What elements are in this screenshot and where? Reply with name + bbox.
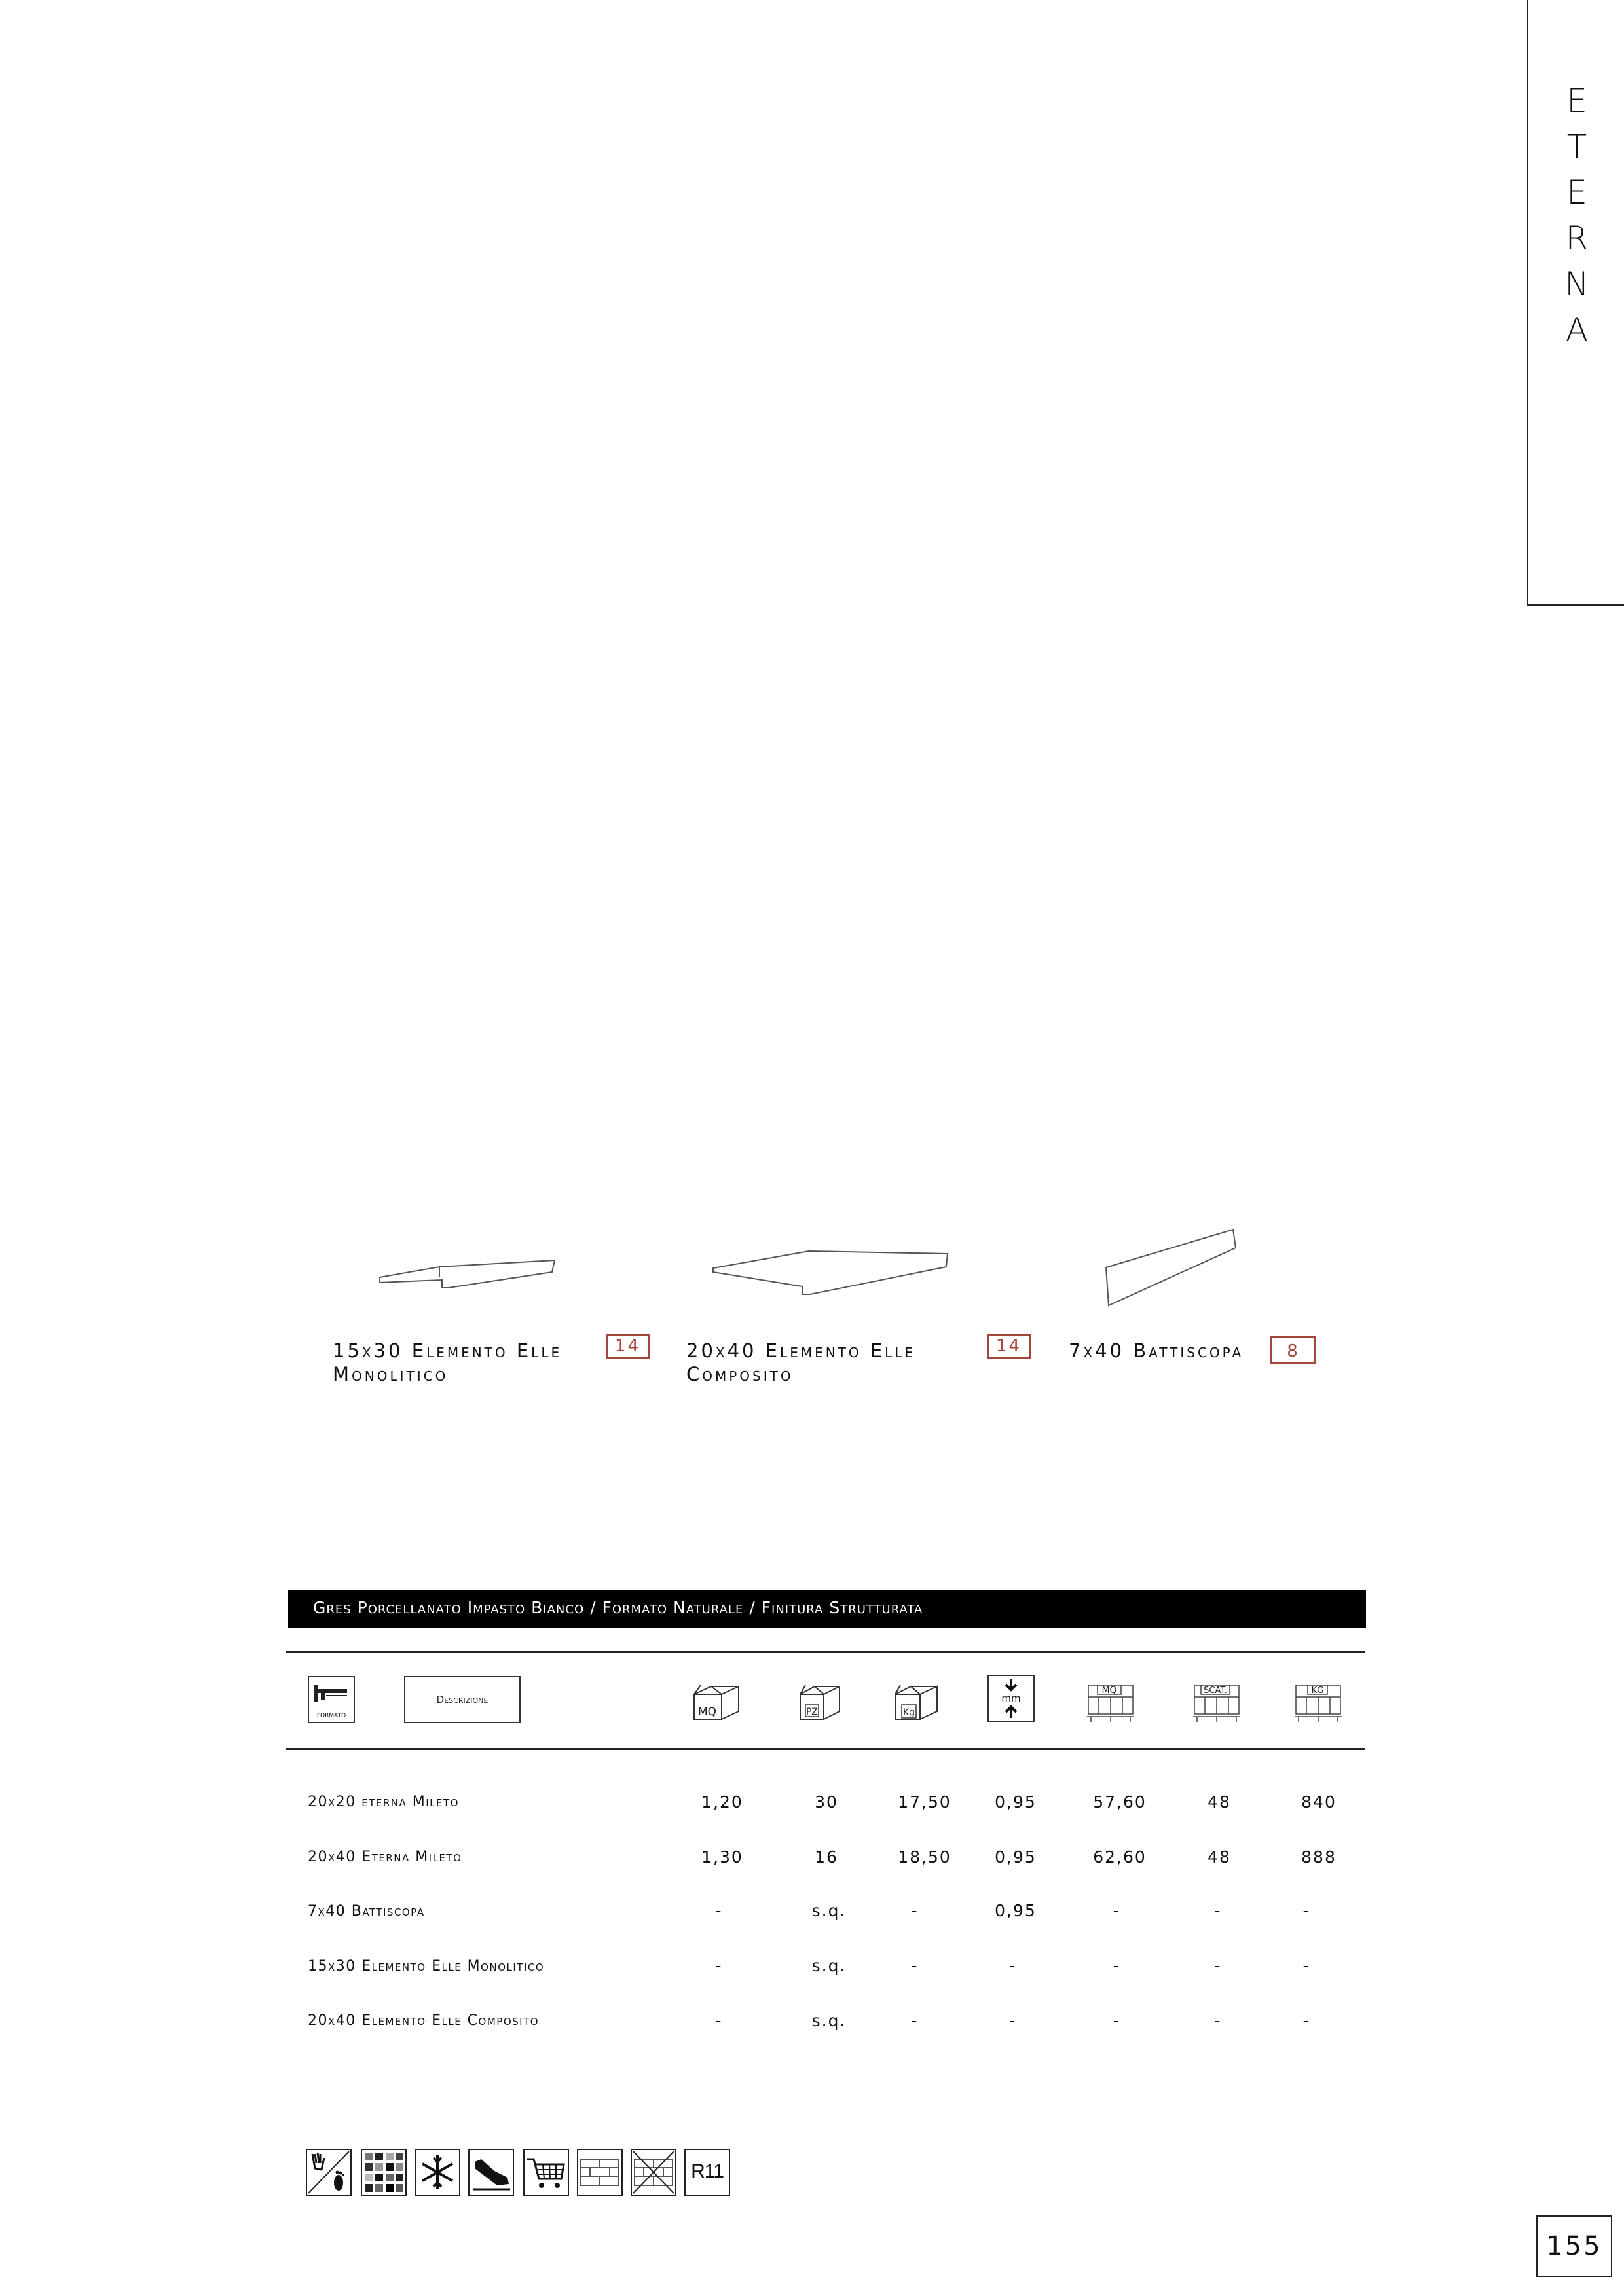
pallet-mq-label: MQ — [1101, 1685, 1117, 1696]
shopping-cart-icon — [523, 2149, 569, 2196]
product-name: 15x30 Elemento Elle — [333, 1339, 563, 1362]
cell-mq: - — [715, 2011, 723, 2030]
formato-label: FORMATO — [316, 1713, 346, 1719]
cell-mm: - — [1009, 2011, 1017, 2030]
cell-pallet-kg: - — [1302, 2011, 1310, 2030]
pallet-scat-icon — [1192, 1684, 1242, 1723]
box-pz-icon — [799, 1683, 845, 1722]
cell-pallet-scat: 48 — [1208, 1848, 1231, 1867]
qty-badge: 14 — [606, 1334, 650, 1359]
cell-kg: 18,50 — [898, 1848, 951, 1867]
cell-kg: - — [911, 1901, 919, 1920]
qty-badge: 14 — [987, 1334, 1031, 1359]
bricks-icon — [577, 2149, 623, 2196]
box-mq-icon — [693, 1683, 744, 1722]
side-tab-letter: T — [1566, 128, 1587, 166]
side-tab-letter: A — [1565, 311, 1589, 349]
product-subname: Monolitico — [333, 1363, 449, 1385]
cell-kg: - — [911, 1956, 919, 1975]
row-description: 15x30 Elemento Elle Monolitico — [308, 1958, 545, 1975]
cell-pallet-scat: 48 — [1208, 1793, 1231, 1812]
thickness-mm-icon — [987, 1675, 1035, 1722]
battiscopa-drawing — [1102, 1224, 1240, 1309]
cell-pz: s.q. — [811, 2011, 847, 2030]
pz-label: PZ — [805, 1707, 819, 1717]
bricks-crossed-icon — [631, 2149, 676, 2196]
pallet-mq-icon — [1086, 1684, 1135, 1723]
elle-monolitico-drawing — [377, 1254, 560, 1306]
table-title-bar — [288, 1590, 1366, 1628]
mq-label: MQ — [697, 1705, 717, 1719]
cell-mq: - — [715, 1956, 723, 1975]
cell-mq: 1,30 — [701, 1848, 743, 1867]
cell-pz: 16 — [815, 1848, 838, 1867]
cell-pallet-scat: - — [1214, 2011, 1222, 2030]
cell-pz: s.q. — [811, 1956, 847, 1975]
section-side-tab — [1527, 0, 1624, 606]
cell-pallet-mq: - — [1113, 1956, 1120, 1975]
side-tab-letter: E — [1566, 82, 1587, 120]
color-shades-icon — [361, 2149, 407, 2196]
cell-mm: 0,95 — [995, 1901, 1037, 1920]
hand-foot-icon — [306, 2149, 352, 2196]
cell-pallet-kg: 888 — [1301, 1848, 1337, 1867]
cell-pz: s.q. — [811, 1901, 847, 1920]
caliper-formato-icon — [308, 1676, 355, 1723]
cell-pallet-mq: 62,60 — [1093, 1848, 1147, 1867]
product-caption-composito — [686, 1339, 915, 1386]
table-top-rule — [286, 1651, 1365, 1653]
row-description: 7x40 Battiscopa — [308, 1903, 425, 1920]
pallet-kg-label: KG — [1311, 1686, 1324, 1696]
cell-pallet-kg: 840 — [1301, 1793, 1337, 1812]
side-tab-letter: N — [1564, 265, 1589, 303]
frost-resistant-icon — [415, 2149, 460, 2196]
cell-kg: 17,50 — [898, 1793, 951, 1812]
cell-kg: - — [911, 2011, 919, 2030]
cell-pallet-mq: - — [1113, 2011, 1120, 2030]
cell-mm: - — [1009, 1956, 1017, 1975]
pallet-scat-label: SCAT. — [1204, 1686, 1227, 1696]
row-description: 20x40 Elemento Elle Composito — [308, 2013, 540, 2029]
product-caption-monolitico — [333, 1339, 562, 1386]
table-header-rule — [286, 1748, 1365, 1750]
pallet-kg-icon — [1293, 1684, 1343, 1723]
descrizione-header: Descrizione — [404, 1676, 521, 1723]
product-name: 20x40 Elemento Elle — [686, 1339, 916, 1362]
mm-label: mm — [1001, 1692, 1021, 1704]
cell-pallet-scat: - — [1214, 1901, 1222, 1920]
box-kg-icon — [894, 1683, 942, 1722]
cell-pallet-kg: - — [1302, 1901, 1310, 1920]
cell-mm: 0,95 — [995, 1793, 1037, 1812]
kg-label: Kg — [902, 1707, 915, 1718]
cell-pallet-scat: - — [1214, 1956, 1222, 1975]
side-tab-letter: R — [1565, 219, 1589, 257]
side-tab-letter: E — [1566, 173, 1587, 211]
cell-mq: 1,20 — [701, 1793, 743, 1812]
row-description: 20x20 eterna Mileto — [308, 1794, 459, 1810]
product-subname: Composito — [686, 1363, 794, 1385]
slip-rating-icon: R11 — [684, 2149, 730, 2196]
cell-mm: 0,95 — [995, 1848, 1037, 1867]
qty-badge: 8 — [1270, 1336, 1316, 1364]
elle-composito-drawing — [710, 1247, 953, 1306]
table-title: Gres Porcellanato Impasto Bianco / Formato Naturale / Finitura Strutturata — [313, 1598, 923, 1617]
cell-mq: - — [715, 1901, 723, 1920]
product-caption-battiscopa — [1069, 1339, 1244, 1362]
cell-pallet-mq: - — [1113, 1901, 1120, 1920]
row-description: 20x40 Eterna Mileto — [308, 1849, 462, 1865]
product-name: 7x40 Battiscopa — [1069, 1339, 1244, 1362]
cell-pz: 30 — [815, 1793, 838, 1812]
page-number: 155 — [1536, 2215, 1612, 2277]
shoe-traffic-icon — [468, 2149, 514, 2196]
cell-pallet-mq: 57,60 — [1093, 1793, 1147, 1812]
cell-pallet-kg: - — [1302, 1956, 1310, 1975]
